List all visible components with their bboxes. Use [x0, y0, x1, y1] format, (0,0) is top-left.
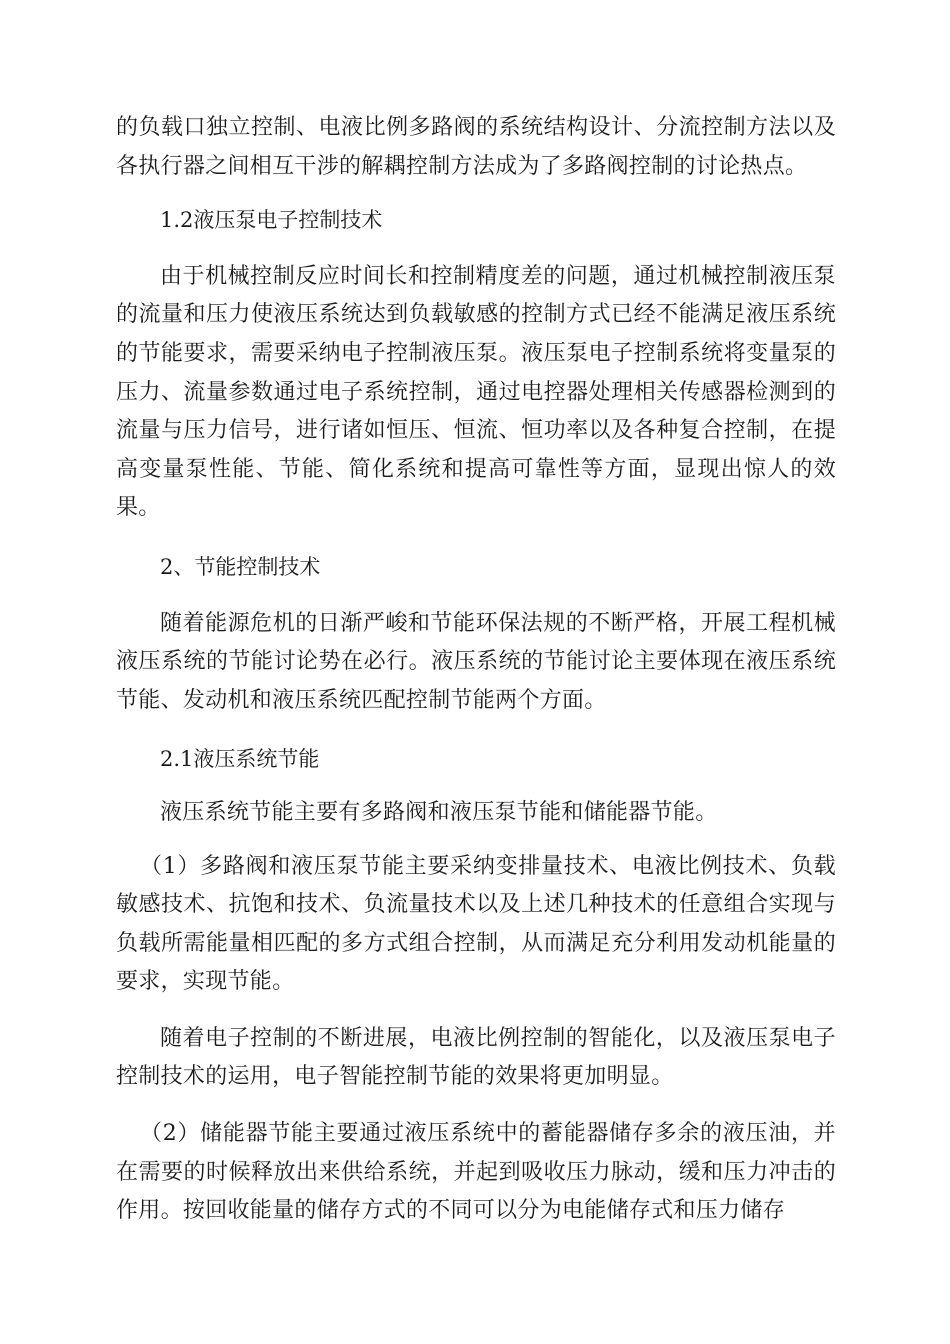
- paragraph-electronic-progress: 随着电子控制的不断进展，电液比例控制的智能化，以及液压泵电子控制技术的运用，电子智能控制节能的效果将更加明显。: [116, 1025, 836, 1090]
- paragraph-continuation: 的负载口独立控制、电液比例多路阀的系统结构设计、分流控制方法以及各执行器之间相互干涉的解耦控制方法成为了多路阀控制的讨论热点。: [116, 115, 836, 179]
- paragraph-hydraulic-saving: 液压系统节能主要有多路阀和液压泵节能和储能器节能。: [160, 799, 718, 825]
- list-item-2: （2）储能器节能主要通过液压系统中的蓄能器储存多余的液压油，并在需要的时候释放出来供给系统，并起到吸收压力脉动，缓和压力冲击的作用。按回收能量的储存方式的不同可以分为电能储存式和压力储存: [116, 1121, 836, 1224]
- paragraph-energy-saving-intro: 随着能源危机的日渐严峻和节能环保法规的不断严格，开展工程机械液压系统的节能讨论势在必行。液压系统的节能讨论主要体现在液压系统节能、发动机和液压系统匹配控制节能两个方面。: [116, 610, 836, 713]
- section-heading-1-2: 1.2液压泵电子控制技术: [160, 208, 383, 233]
- paragraph-pump-electronic-control: 由于机械控制反应时间长和控制精度差的问题，通过机械控制液压泵的流量和压力使液压系统达到负载敏感的控制方式已经不能满足液压系统的节能要求，需要采纳电子控制液压泵。液压泵电子控制系统将变量泵的压力、流量参数通过电子系统控制，通过电控器处理相关传感器检测到的流量与压力信号，进行诸如恒压、恒流、恒功率以及各种复合控制，在提高变量泵性能、节能、简化系统和提高可靠性等方面，显现出惊人的效果。: [116, 263, 836, 521]
- section-heading-2: 2、节能控制技术: [160, 554, 321, 579]
- document-page: [116, 109, 836, 1231]
- list-item-1: （1）多路阀和液压泵节能主要采纳变排量技术、电液比例技术、负载敏感技术、抗饱和技术、负流量技术以及上述几种技术的任意组合实现与负载所需能量相匹配的多方式组合控制，从而满足充分利用发动机能量的要求，实现节能。: [116, 853, 836, 995]
- section-heading-2-1: 2.1液压系统节能: [160, 747, 320, 772]
